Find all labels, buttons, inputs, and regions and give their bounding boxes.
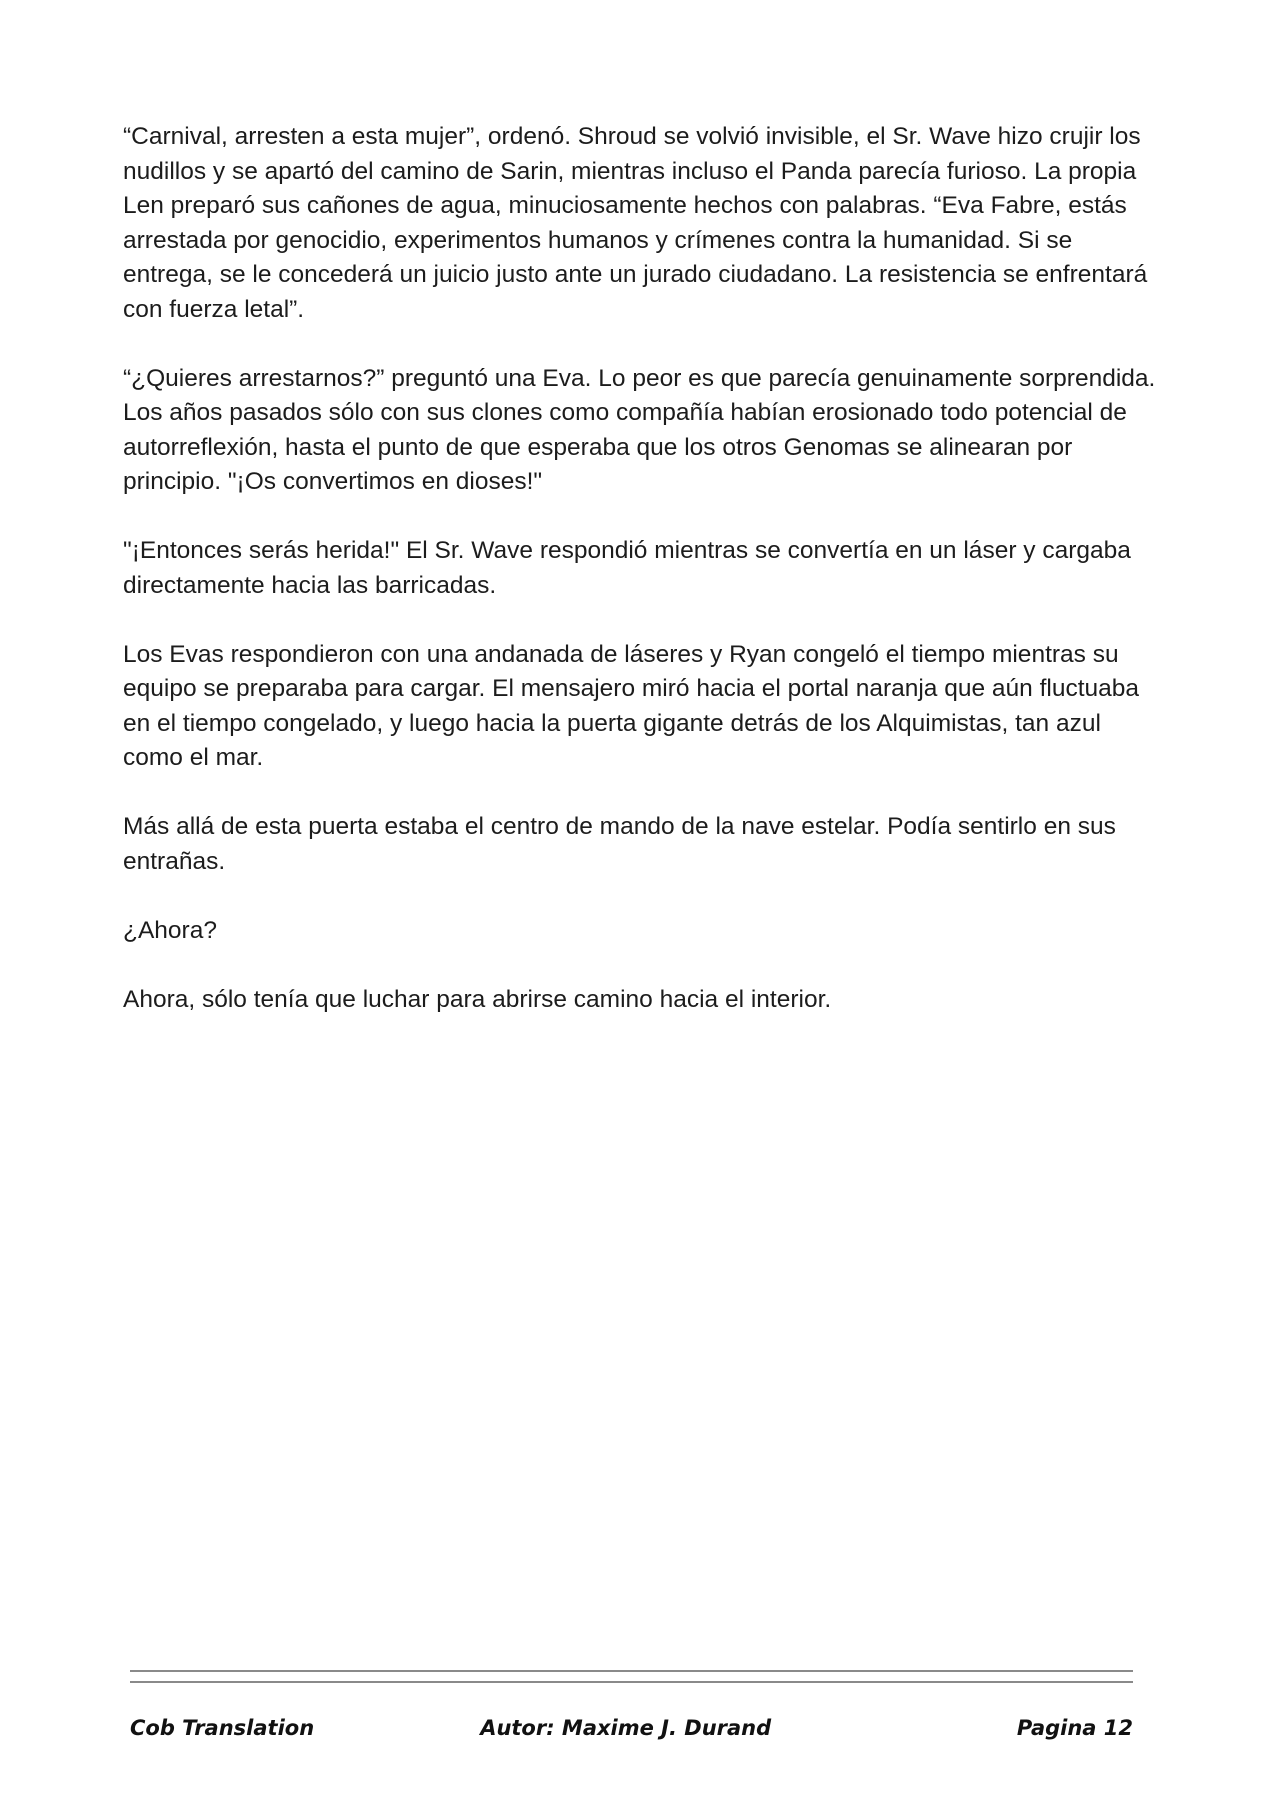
paragraph: “¿Quieres arrestarnos?” preguntó una Eva. Lo peor es que parecía genuinamente sorprendida. Los años pasados sólo con sus clones como compañía habían erosionado todo potencial de autorreflexión, hasta el punto de que esperaba que los otros Genomas se alinearan por principio. "¡Os convertimos en dioses!" bbox=[123, 364, 1156, 495]
body-text bbox=[123, 120, 1163, 1052]
paragraph: Más allá de esta puerta estaba el centro de mando de la nave estelar. Podía sentirlo en sus entrañas. bbox=[123, 813, 1116, 875]
footer-divider bbox=[130, 1670, 1133, 1692]
footer-page-number: Pagina 12 bbox=[1016, 1716, 1133, 1740]
footer-rule-top bbox=[130, 1670, 1133, 1672]
paragraph: “Carnival, arresten a esta mujer”, ordenó. Shroud se volvió invisible, el Sr. Wave hizo crujir los nudillos y se apartó del camino de Sarin, mientras incluso el Panda parecía furioso. La propia Len preparó sus cañones de agua, minuciosamente hechos con palabras. “Eva Fabre, estás arrestada por genocidio, experimentos humanos y crímenes contra la humanidad. Si se entrega, se le concederá un juicio justo ante un jurado ciudadano. La resistencia se enfrentará con fuerza letal”. bbox=[123, 123, 1148, 323]
paragraph: Ahora, sólo tenía que luchar para abrirse camino hacia el interior. bbox=[123, 985, 832, 1013]
paragraph: ¿Ahora? bbox=[123, 916, 217, 944]
paragraph: Los Evas respondieron con una andanada de láseres y Ryan congeló el tiempo mientras su equipo se preparaba para cargar. El mensajero miró hacia el portal naranja que aún fluctuaba en el tiempo congelado, y luego hacia la puerta gigante detrás de los Alquimistas, tan azul como el mar. bbox=[123, 640, 1140, 771]
page-footer bbox=[130, 1716, 1133, 1746]
footer-translator: Cob Translation bbox=[130, 1716, 315, 1740]
paragraph: "¡Entonces serás herida!" El Sr. Wave respondió mientras se convertía en un láser y cargaba directamente hacia las barricadas. bbox=[123, 537, 1131, 599]
footer-author: Autor: Maxime J. Durand bbox=[480, 1716, 772, 1740]
footer-rule-bottom bbox=[130, 1681, 1133, 1683]
